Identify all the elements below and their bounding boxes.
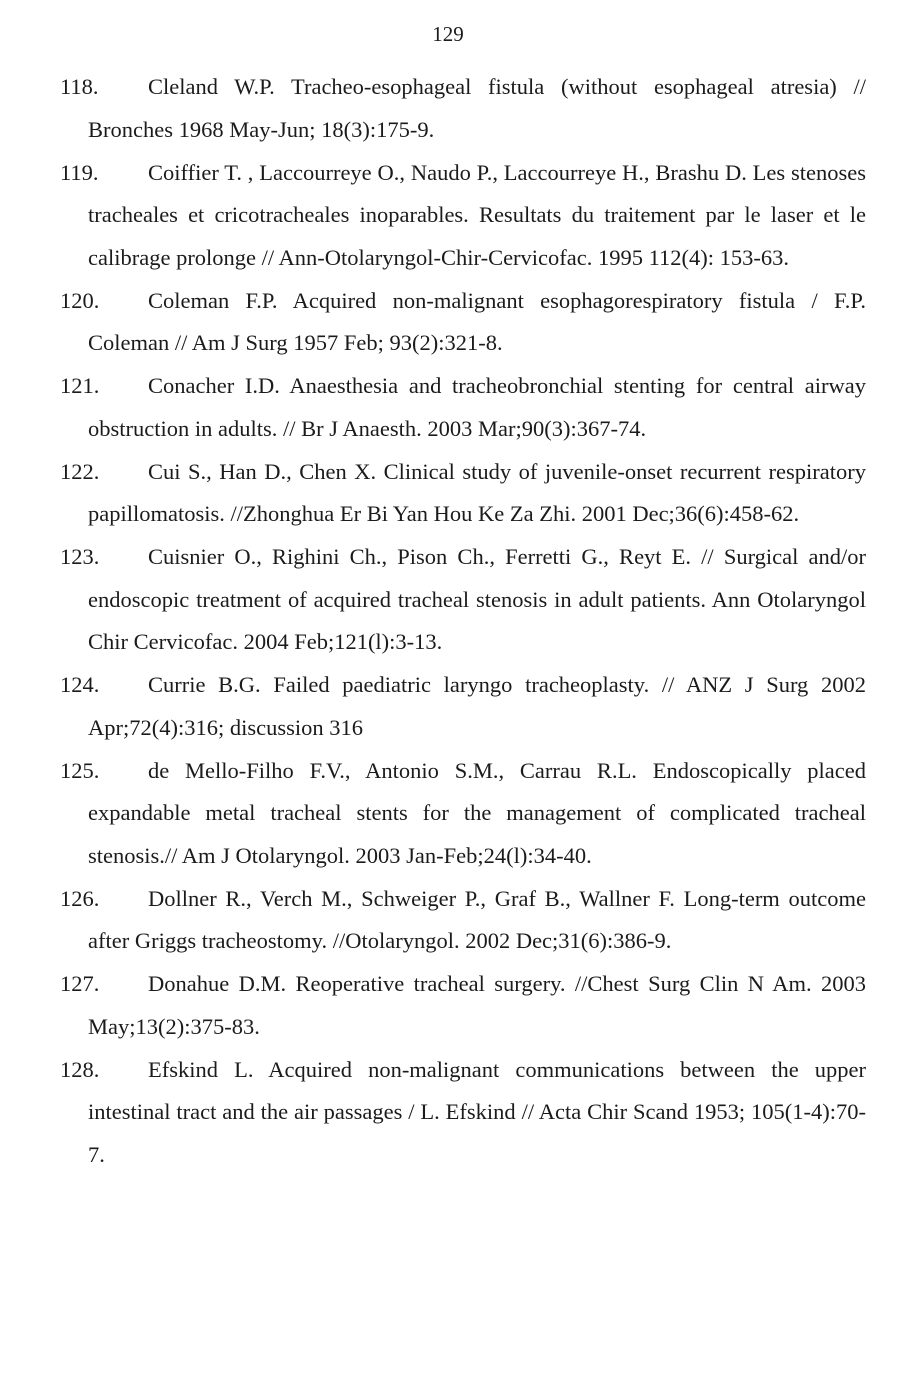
reference-number: 121. <box>60 373 100 398</box>
reference-number: 124. <box>60 672 100 697</box>
reference-text: Conacher I.D. Anaesthesia and tracheobronchial stenting for central airway obstruction in adults. // Br J Anaesth. 2003 Mar;90(3):367-74. <box>88 373 866 441</box>
reference-number: 122. <box>60 458 100 484</box>
reference-item <box>60 963 866 1048</box>
reference-item <box>60 451 866 536</box>
reference-text: Efskind L. Acquired non-malignant communications between the upper intestinal tract and the air passages / L. Efskind // Acta Chir Scand 1953; 105(1-4):70-7. <box>88 1056 866 1167</box>
reference-number: 119. <box>60 159 99 185</box>
reference-item <box>60 878 866 963</box>
reference-item <box>60 750 866 878</box>
reference-item <box>60 66 866 151</box>
reference-text: Coleman F.P. Acquired non-malignant esophagorespiratory fistula / F.P. Coleman // Am J Surg 1957 Feb; 93(2):321-8. <box>88 287 866 355</box>
reference-item <box>60 280 866 365</box>
reference-number: 123. <box>60 544 100 569</box>
reference-number: 125. <box>60 757 100 783</box>
reference-text: de Mello-Filho F.V., Antonio S.M., Carrau R.L. Endoscopically placed expandable metal tracheal stents for the management of complicated tracheal stenosis.// Am J Otolaryngol. 2003 Jan-Feb;24(l):34-40. <box>88 757 866 868</box>
reference-number: 120. <box>60 287 100 313</box>
reference-number: 118. <box>60 74 99 99</box>
reference-list <box>60 66 866 1177</box>
reference-text: Dollner R., Verch M., Schweiger P., Graf B., Wallner F. Long-term outcome after Griggs tracheostomy. //Otolaryngol. 2002 Dec;31(6):386-9. <box>88 885 866 953</box>
reference-item <box>60 152 866 280</box>
reference-number: 127. <box>60 971 100 996</box>
reference-item <box>60 1049 866 1177</box>
reference-text: Currie B.G. Failed paediatric laryngo tracheoplasty. // ANZ J Surg 2002 Apr;72(4):316; discussion 316 <box>88 672 866 740</box>
reference-text: Cleland W.P. Tracheo-esophageal fistula (without esophageal atresia) // Bronches 1968 May-Jun; 18(3):175-9. <box>88 74 866 142</box>
reference-text: Cui S., Han D., Chen X. Clinical study of juvenile-onset recurrent respiratory papillomatosis. //Zhonghua Er Bi Yan Hou Ke Za Zhi. 2001 Dec;36(6):458-62. <box>88 458 866 526</box>
reference-number: 128. <box>60 1056 100 1082</box>
reference-item <box>60 365 866 450</box>
reference-text: Coiffier T. , Laccourreye O., Naudo P., Laccourreye H., Brashu D. Les stenoses tracheales et cricotracheales inoparables. Resultats du traitement par le laser et le calibrage prolonge // Ann-Otolaryngol-Chir-Cervicofac. 1995 112(4): 153-63. <box>88 159 866 270</box>
reference-text: Donahue D.M. Reoperative tracheal surgery. //Chest Surg Clin N Am. 2003 May;13(2):375-83. <box>88 971 866 1039</box>
reference-item <box>60 664 866 749</box>
page-number: 129 <box>432 22 464 46</box>
reference-number: 126. <box>60 885 100 911</box>
reference-item <box>60 536 866 664</box>
reference-text: Cuisnier O., Righini Ch., Pison Ch., Ferretti G., Reyt E. // Surgical and/or endoscopic treatment of acquired tracheal stenosis in adult patients. Ann Otolaryngol Chir Cervicofac. 2004 Feb;121(l):3-13. <box>88 544 866 654</box>
